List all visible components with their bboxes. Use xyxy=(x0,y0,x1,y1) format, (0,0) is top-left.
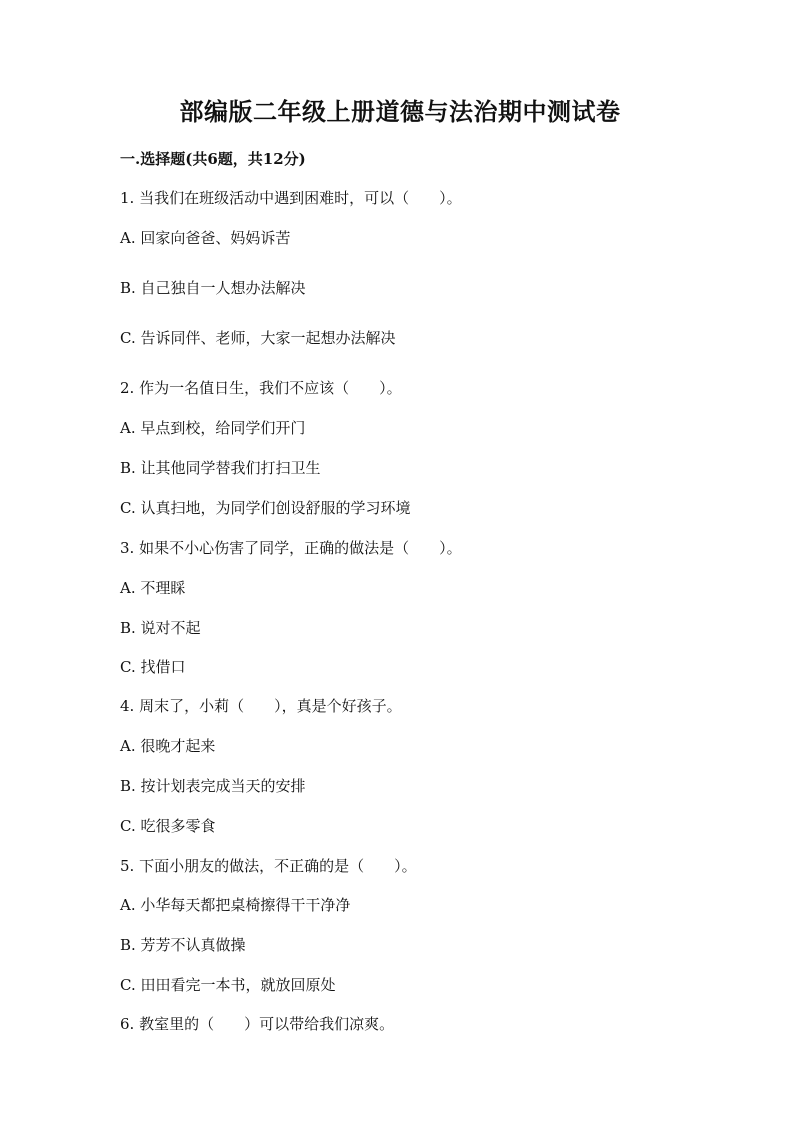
question-2-option-c: C. 认真扫地，为同学们创设舒服的学习环境 xyxy=(120,499,411,517)
question-1-option-c: C. 告诉同伴、老师，大家一起想办法解决 xyxy=(120,329,396,347)
question-4-option-b: B. 按计划表完成当天的安排 xyxy=(120,777,306,795)
question-stem-1: 1. 当我们在班级活动中遇到困难时，可以（ ）。 xyxy=(120,189,462,207)
question-4-option-a: A. 很晚才起来 xyxy=(120,737,216,755)
question-2-option-b: B. 让其他同学替我们打扫卫生 xyxy=(120,459,321,477)
question-5-option-b: B. 芳芳不认真做操 xyxy=(120,936,246,954)
question-stem-5: 5. 下面小朋友的做法，不正确的是（ ）。 xyxy=(120,857,417,875)
question-3-option-c: C. 找借口 xyxy=(120,658,186,676)
question-3-option-b: B. 说对不起 xyxy=(120,619,201,637)
question-stem-2: 2. 作为一名值日生，我们不应该（ ）。 xyxy=(120,379,402,397)
question-5-option-a: A. 小华每天都把桌椅擦得干干净净 xyxy=(120,896,351,914)
question-5-option-c: C. 田田看完一本书，就放回原处 xyxy=(120,976,336,994)
question-3-option-a: A. 不理睬 xyxy=(120,579,186,597)
question-stem-6: 6. 教室里的（ ）可以带给我们凉爽。 xyxy=(120,1015,395,1033)
question-4-option-c: C. 吃很多零食 xyxy=(120,817,216,835)
question-1-option-a: A. 回家向爸爸、妈妈诉苦 xyxy=(120,229,291,247)
section-heading: 一.选择题(共6题，共12分) xyxy=(120,150,306,168)
question-1-option-b: B. 自己独自一人想办法解决 xyxy=(120,279,306,297)
question-stem-3: 3. 如果不小心伤害了同学，正确的做法是（ ）。 xyxy=(120,539,462,557)
question-stem-4: 4. 周末了，小莉（ ），真是个好孩子。 xyxy=(120,697,402,715)
document-title: 部编版二年级上册道德与法治期中测试卷 xyxy=(179,97,621,126)
question-2-option-a: A. 早点到校，给同学们开门 xyxy=(120,419,306,437)
